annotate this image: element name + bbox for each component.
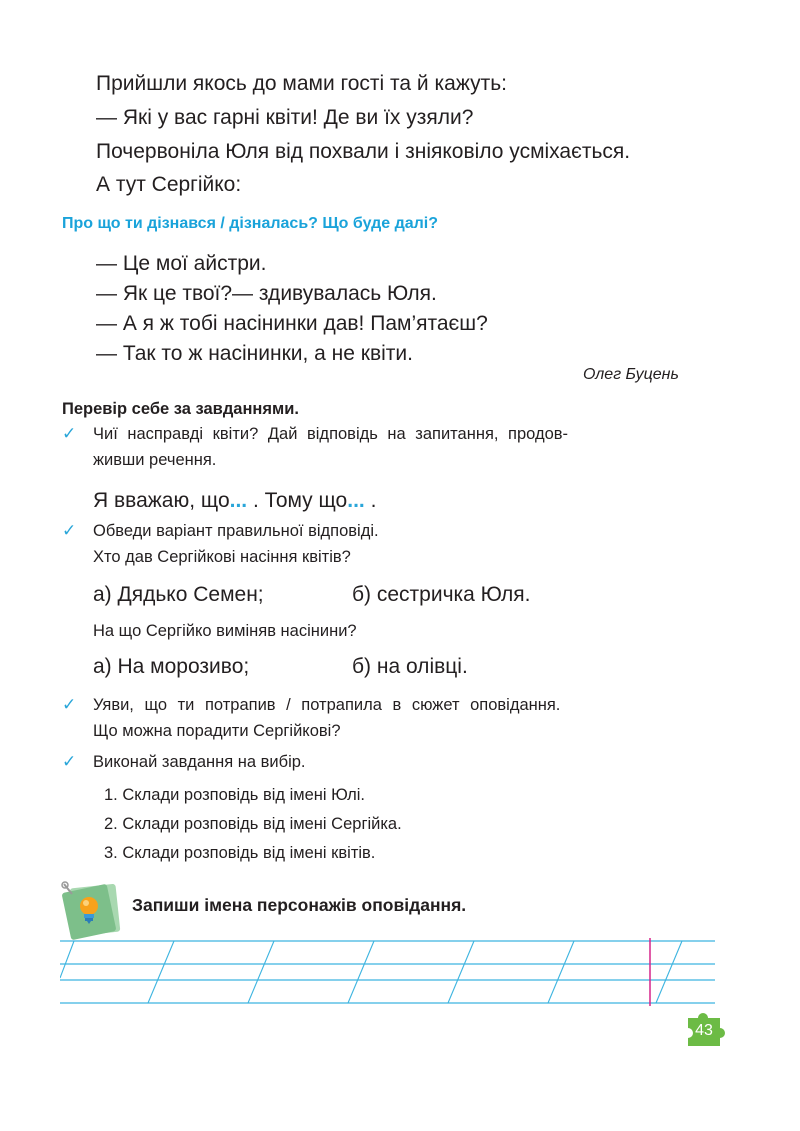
- task2-q2-option-a: а) На морозиво;: [93, 655, 250, 678]
- dialogue-line-4: — Так то ж насінинки, а не квіти.: [96, 342, 413, 365]
- dialogue-line-1: — Це мої айстри.: [96, 252, 267, 275]
- answer-dots-1: ...: [229, 489, 248, 512]
- task3-line2: Що можна порадити Сергійкові?: [93, 722, 341, 740]
- task1-answer: [93, 489, 376, 513]
- story-line-4: А тут Сергійко:: [96, 173, 242, 196]
- page-number-badge: [684, 1008, 734, 1050]
- task3-line1: Уяви, що ти потрапив / потрапила в сюжет оповідання.: [93, 696, 561, 714]
- check-mark-icon: ✓: [62, 424, 77, 443]
- answer-prefix: Я вважаю, що: [93, 489, 230, 512]
- story-line-3: Почервоніла Юля від похвали і зніяковіло усміхається.: [96, 140, 631, 163]
- task2-q1-option-a: а) Дядько Семен;: [93, 583, 264, 606]
- page-number: 43: [695, 1022, 713, 1039]
- task1-line1: Чиї насправді квіти? Дай відповідь на запитання, продов-: [93, 425, 569, 443]
- check-mark-icon: ✓: [62, 752, 77, 771]
- writing-lines[interactable]: [60, 938, 715, 1008]
- check-mark-icon: ✓: [62, 695, 77, 714]
- task2-line1: Обведи варіант правильної відповіді.: [93, 522, 379, 540]
- task4-item-1: 1. Склади розповідь від імені Юлі.: [104, 786, 365, 804]
- lightbulb-sticky-note-icon: [58, 880, 128, 940]
- tasks-heading: Перевір себе за завданнями.: [62, 400, 299, 418]
- prompt-heading: Про що ти дізнався / дізналась? Що буде далі?: [62, 215, 439, 232]
- answer-middle: . Тому що: [247, 489, 348, 512]
- story-line-1: Прийшли якось до мами гості та й кажуть:: [96, 72, 507, 95]
- task4-item-2: 2. Склади розповідь від імені Сергійка.: [104, 815, 402, 833]
- task2-q1-option-b: б) сестричка Юля.: [352, 583, 531, 606]
- answer-dots-2: ...: [347, 489, 365, 512]
- author-name: Олег Буцень: [583, 366, 679, 383]
- task4-item-3: 3. Склади розповідь від імені квітів.: [104, 844, 376, 862]
- answer-end: .: [364, 489, 377, 512]
- task2-q2-option-b: б) на олівці.: [352, 655, 468, 678]
- story-line-2: — Які у вас гарні квіти! Де ви їх узяли?: [96, 106, 474, 129]
- task2-question2: На що Сергійко виміняв насінини?: [93, 622, 357, 640]
- dialogue-line-3: — А я ж тобі насінинки дав! Пам’ятаєш?: [96, 312, 488, 335]
- task4-line1: Виконай завдання на вибір.: [93, 753, 306, 771]
- task1-line2: живши речення.: [93, 451, 217, 469]
- task2-question1: Хто дав Сергійкові насіння квітів?: [93, 548, 351, 566]
- check-mark-icon: ✓: [62, 521, 77, 540]
- writing-task-label: Запиши імена персонажів оповідання.: [132, 895, 467, 915]
- dialogue-line-2: — Як це твої?— здивувалась Юля.: [96, 282, 437, 305]
